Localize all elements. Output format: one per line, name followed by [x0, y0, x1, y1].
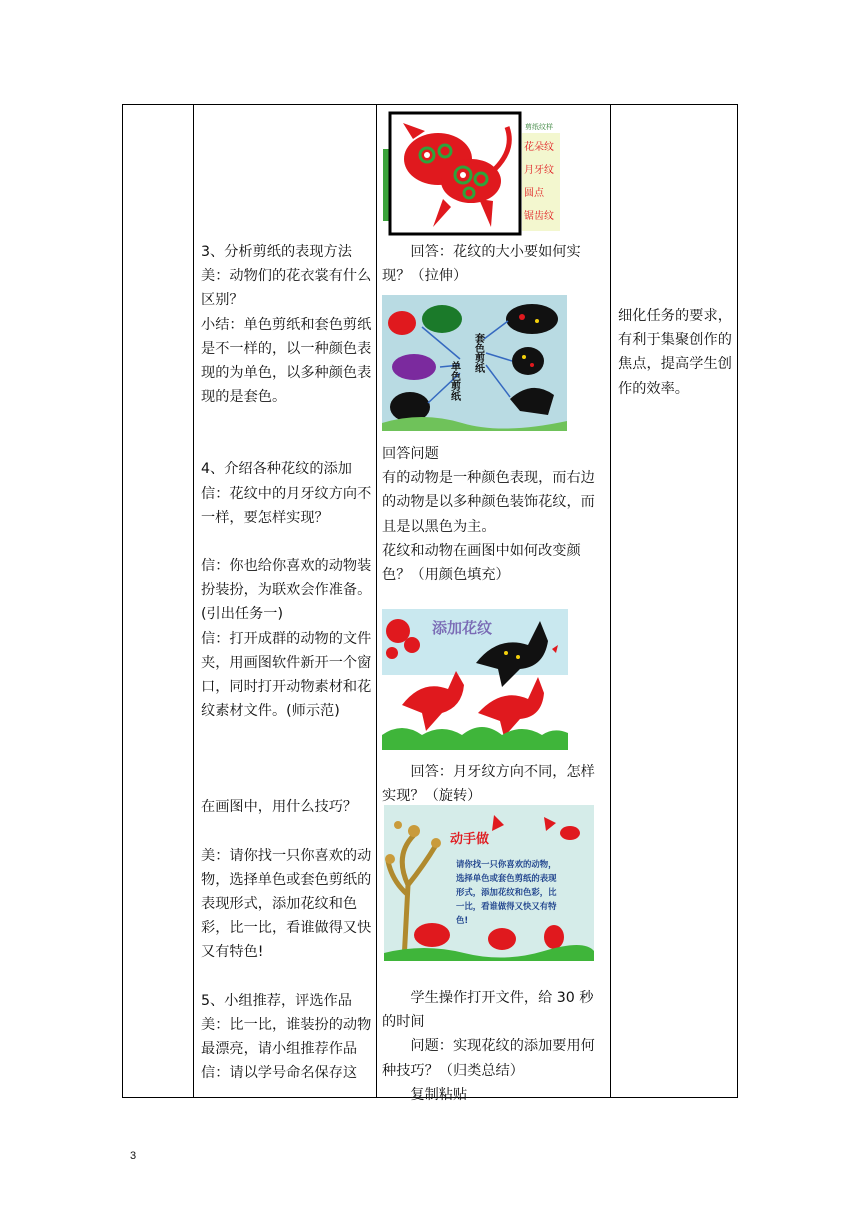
teacher-activity-column [201, 240, 373, 1085]
section-4-open-files: 信：打开成群的动物的文件夹，用画图软件新开一个窗口，同时打开动物素材和花纹素材文件。(师示范) [201, 630, 372, 720]
answer-open-file: 学生操作打开文件，给 30 秒的时间 [382, 990, 594, 1031]
column-divider [376, 105, 377, 1097]
answer-copy-paste: 复制粘贴 [410, 1086, 468, 1103]
task-line-2: 选择单色或套色剪纸的表现 [456, 873, 557, 883]
pattern-dot: 圆点 [524, 188, 544, 199]
section-4-title: 4、介绍各种花纹的添加 [201, 461, 352, 478]
answer-rotate: 回答：月牙纹方向不同，怎样实现？（旋转） [382, 764, 595, 805]
answer-label: 回答问题 [382, 446, 439, 462]
label-multicolor: 套色剪纸 [472, 333, 484, 373]
hands-on-task-image [384, 805, 594, 961]
section-5-save: 信：请以学号命名保存这 [201, 1065, 358, 1082]
add-pattern-title: 添加花纹 [432, 619, 493, 637]
answer-color-text: 有的动物是一种颜色表现，而右边的动物是以多种颜色装饰花纹，而且是以黑色为主。 [382, 470, 595, 535]
pattern-crescent: 月牙纹 [524, 165, 554, 176]
section-4-dress-up: 信：你也给你喜欢的动物装扮装扮，为联欢会作准备。(引出任务一) [201, 558, 372, 623]
student-activity-column [382, 240, 606, 288]
lesson-table [122, 104, 738, 1103]
section-4-question: 信：花纹中的月牙纹方向不一样，要怎样实现？ [201, 485, 372, 526]
label-single-color: 单色剪纸 [448, 361, 460, 401]
section-3-summary: 小结：单色剪纸和套色剪纸是不一样的，以一种颜色表现的为单色，以多种颜色表现的是套色。 [201, 316, 372, 406]
answer-fill-question: 花纹和动物在画图中如何改变颜色？（用颜色填充） [382, 542, 581, 584]
section-4-skill-question: 在画图中，用什么技巧？ [201, 799, 358, 816]
add-pattern-image [382, 609, 568, 750]
section-5-question: 美：比一比，谁装扮的动物最漂亮，请小组推荐作品 [201, 1016, 372, 1058]
design-note: 细化任务的要求，有利于集聚创作的焦点，提高学生创作的效率。 [618, 308, 732, 397]
student-activity-column-3 [382, 760, 606, 808]
section-5-title: 5、小组推荐，评选作品 [201, 992, 352, 1009]
column-divider [193, 105, 194, 1097]
papercut-comparison-image [382, 295, 567, 431]
task-line-4: 一比，看谁做得又快又有特 [456, 901, 557, 911]
pattern-heading: 剪纸纹样 [525, 123, 553, 131]
task-line-3: 形式，添加花纹和色彩，比 [456, 887, 557, 897]
answer-technique-question: 问题：实现花纹的添加要用何种技巧？（归类总结） [382, 1038, 595, 1079]
student-activity-column-2 [382, 442, 606, 587]
section-3-title: 3、分析剪纸的表现方法 [201, 244, 352, 260]
pattern-flower: 花朵纹 [524, 142, 554, 153]
pattern-zigzag: 锯齿纹 [524, 211, 554, 222]
page-number: 3 [130, 1150, 137, 1162]
answer-stretch: 回答：花纹的大小要如何实现？（拉伸） [382, 244, 581, 285]
student-activity-column-4 [382, 986, 606, 1107]
task-line-5: 色! [456, 915, 469, 925]
hands-on-title: 动手做 [450, 832, 490, 847]
design-intent-column [618, 304, 732, 401]
papercut-pattern-image [383, 109, 563, 237]
column-divider [610, 105, 611, 1097]
section-3-question: 美：动物们的花衣裳有什么区别？ [201, 268, 372, 309]
task-line-1: 请你找一只你喜欢的动物， [456, 859, 557, 869]
section-4-task: 美：请你找一只你喜欢的动物，选择单色或套色剪纸的表现形式，添加花纹和色彩，比一比，看谁做得又快又有特色! [201, 847, 372, 961]
